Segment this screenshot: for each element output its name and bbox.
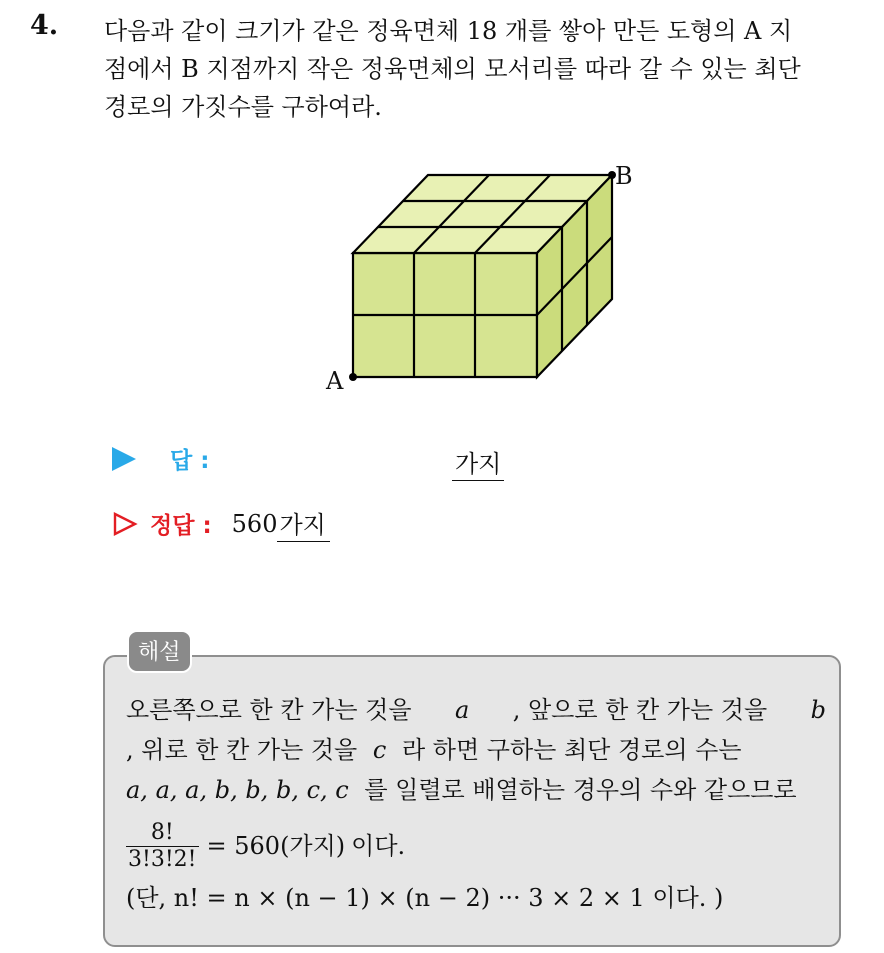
solution-line-1 <box>126 690 826 730</box>
answer-row <box>112 442 209 475</box>
question-line-2: 점에서 B 지점까지 작은 정육면체의 모서리를 따라 갈 수 있는 최단 <box>104 55 801 83</box>
point-b-label: B <box>615 162 633 190</box>
correct-answer-label: 정답 : <box>150 513 212 539</box>
solution-line-2 <box>126 730 826 770</box>
outline-arrow-icon <box>112 511 138 537</box>
variable-list: a, a, a, b, b, b, c, c <box>126 776 349 804</box>
variable-c: c <box>372 736 387 764</box>
answer-unit: 가지 <box>452 444 504 481</box>
question-number: 4. <box>30 10 59 41</box>
fraction <box>126 820 199 873</box>
question-line-1: 다음과 같이 크기가 같은 정육면체 18 개를 쌓아 만든 도형의 A 지 <box>104 17 793 45</box>
solution-formula <box>126 814 826 878</box>
question-line-3: 경로의 가짓수를 구하여라. <box>104 93 382 121</box>
point-a-label: A <box>326 367 344 395</box>
answer-label: 답 : <box>170 448 210 474</box>
solution-line-1-part-2: , 앞으로 한 칸 가는 것을 <box>512 696 768 724</box>
solution-text <box>126 690 826 918</box>
point-a-dot <box>349 373 357 381</box>
correct-answer-unit: 가지 <box>277 505 329 542</box>
solution-line-1-part-1: 오른쪽으로 한 칸 가는 것을 <box>126 696 412 724</box>
formula-tail: 이다. <box>351 832 406 860</box>
solution-line-3-text: 를 일렬로 배열하는 경우의 수와 같으므로 <box>364 776 797 804</box>
factorial-note: (단, n! = n × (n − 1) × (n − 2) ··· 3 × 2 × 1 이다. ) <box>126 884 724 912</box>
play-arrow-icon <box>112 447 136 471</box>
solution-line-3 <box>126 770 826 810</box>
solution-tag: 해설 <box>127 630 192 673</box>
variable-a: a <box>454 696 470 724</box>
fraction-denominator: 3!3!2! <box>128 846 197 872</box>
correct-answer-row <box>112 505 330 542</box>
cube-stack-figure <box>320 160 660 404</box>
solution-line-2-part-2: 라 하면 구하는 최단 경로의 수는 <box>401 736 742 764</box>
variable-b: b <box>810 696 826 724</box>
fraction-numerator: 8! <box>150 819 174 845</box>
question-text <box>104 12 864 126</box>
cube-stack-drawing <box>320 160 660 400</box>
correct-answer-value: 560 <box>231 509 278 538</box>
formula-result: = 560(가지) <box>206 832 346 860</box>
solution-line-5 <box>126 878 826 918</box>
solution-line-2-part-1: , 위로 한 칸 가는 것을 <box>126 736 358 764</box>
